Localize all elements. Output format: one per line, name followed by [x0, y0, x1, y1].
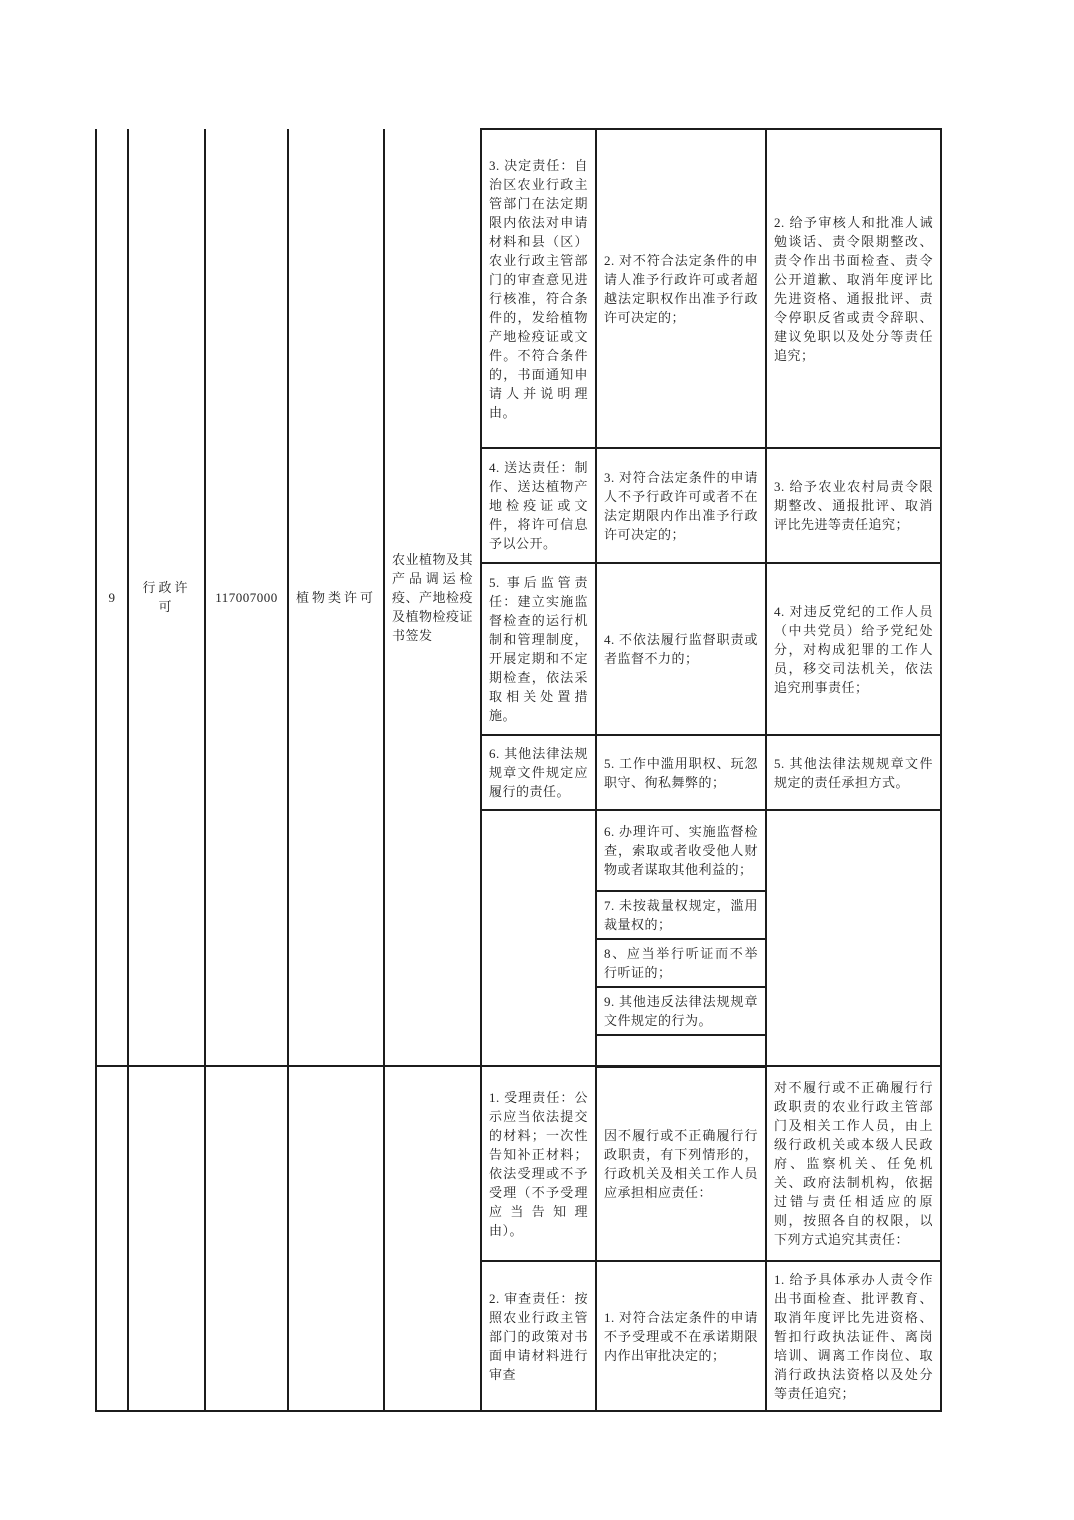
- category-cell: 行政许可: [128, 129, 205, 1066]
- empty-cell: [596, 1035, 766, 1066]
- situation-cell: 因不履行或不正确履行行政职责，有下列情形的，行政机关及相关工作人员应承担相应责任：: [596, 1066, 766, 1261]
- situation-cell: 5. 工作中滥用职权、玩忽职守、徇私舞弊的；: [596, 735, 766, 810]
- empty-cell: [481, 810, 596, 1066]
- consequence-cell: 5. 其他法律法规规章文件规定的责任承担方式。: [766, 735, 941, 810]
- situation-cell: 9. 其他违反法律法规规章文件规定的行为。: [596, 987, 766, 1035]
- situation-cell: 7. 未按裁量权规定，滥用裁量权的；: [596, 891, 766, 939]
- consequence-cell: 3. 给予农业农村局责令限期整改、通报批评、取消评比先进等责任追究；: [766, 448, 941, 563]
- consequence-cell: 2. 给予审核人和批准人诫勉谈话、责令限期整改、责令作出书面检查、责令公开道歉、取消年度评比先进资格、通报批评、责令停职反省或责令辞职、建议免职以及处分等责任追究；: [766, 129, 941, 448]
- empty-cell: [205, 1066, 288, 1411]
- responsibility-table: [95, 128, 942, 1412]
- empty-cell: [288, 1066, 384, 1411]
- consequence-cell: 1. 给予具体承办人责令作出书面检查、批评教育、取消年度评比先进资格、暂扣行政执法证件、离岗培训、调离工作岗位、取消行政执法资格以及处分等责任追究；: [766, 1261, 941, 1411]
- duty-cell: 5. 事后监管责任：建立实施监督检查的运行机制和管理制度，开展定期和不定期检查，依法采取相关处置措施。: [481, 563, 596, 735]
- empty-cell: [384, 1066, 481, 1411]
- duty-cell: 6. 其他法律法规规章文件规定应履行的责任。: [481, 735, 596, 810]
- situation-cell: 6. 办理许可、实施监督检查，索取或者收受他人财物或者谋取其他利益的；: [596, 810, 766, 891]
- situation-cell: 1. 对符合法定条件的申请不予受理或不在承诺期限内作出审批决定的；: [596, 1261, 766, 1411]
- duty-cell: 3. 决定责任：自治区农业行政主管部门在法定期限内依法对申请材料和县（区）农业行政主管部门的审查意见进行核准，符合条件的，发给植物产地检疫证或文件。不符合条件的，书面通知申请人并说明理由。: [481, 129, 596, 448]
- item-name-cell: 农业植物及其产品调运检疫、产地检疫及植物检疫证书签发: [384, 129, 481, 1066]
- empty-cell: [96, 1066, 128, 1411]
- code-cell: 117007000: [205, 129, 288, 1066]
- duty-cell: 1. 受理责任：公示应当依法提交的材料；一次性告知补正材料；依法受理或不予受理（不予受理应当告知理由）。: [481, 1066, 596, 1261]
- situation-cell: 4. 不依法履行监督职责或者监督不力的；: [596, 563, 766, 735]
- duty-cell: 2. 审查责任：按照农业行政主管部门的政策对书面申请材料进行审查: [481, 1261, 596, 1411]
- duty-cell: 4. 送达责任：制作、送达植物产地检疫证或文件，将许可信息予以公开。: [481, 448, 596, 563]
- consequence-cell: 对不履行或不正确履行行政职责的农业行政主管部门及相关工作人员，由上级行政机关或本级人民政府、监察机关、任免机关、政府法制机构，依据过错与责任相适应的原则，按照各自的权限，以下列方式追究其责任：: [766, 1066, 941, 1261]
- empty-cell: [128, 1066, 205, 1411]
- situation-cell: 3. 对符合法定条件的申请人不予行政许可或者不在法定期限内作出准予行政许可决定的；: [596, 448, 766, 563]
- row-number-cell: 9: [96, 129, 128, 1066]
- situation-cell: 8、应当举行听证而不举行听证的；: [596, 939, 766, 987]
- situation-cell: 2. 对不符合法定条件的申请人准予行政许可或者超越法定职权作出准予行政许可决定的；: [596, 129, 766, 448]
- empty-cell: [766, 810, 941, 1066]
- consequence-cell: 4. 对违反党纪的工作人员（中共党员）给予党纪处分，对构成犯罪的工作人员，移交司法机关，依法追究刑事责任；: [766, 563, 941, 735]
- license-type-cell: 植物类许可: [288, 129, 384, 1066]
